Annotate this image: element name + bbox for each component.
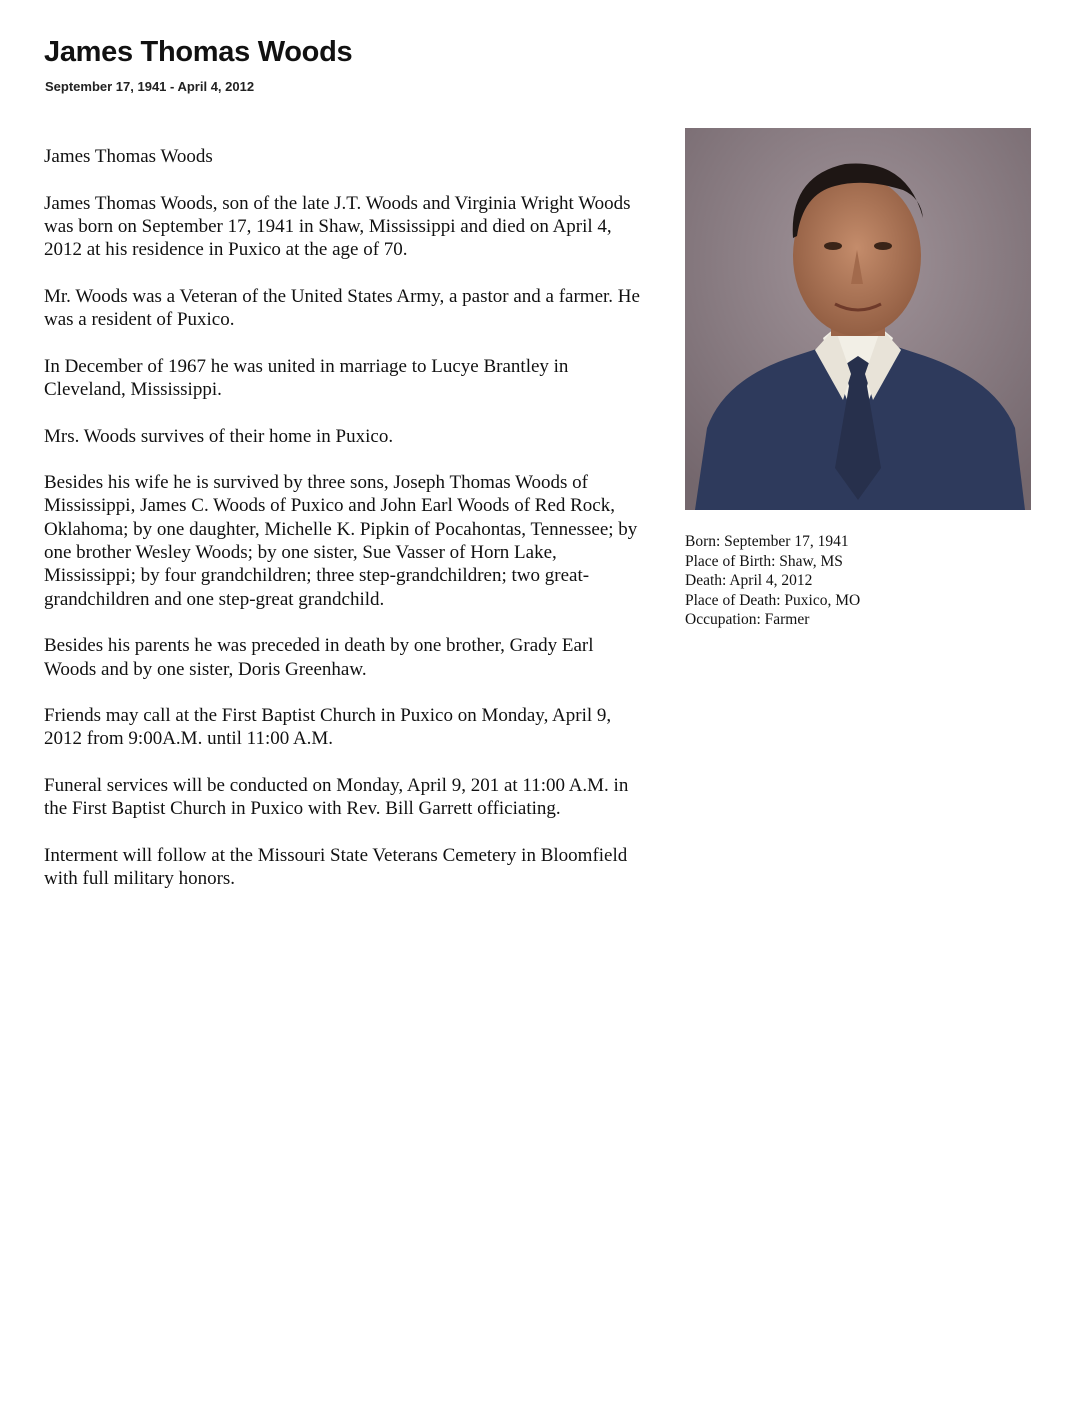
occupation-fact: Occupation: Farmer [685, 611, 810, 629]
obituary-heading-line: James Thomas Woods [44, 146, 213, 167]
born-fact: Born: September 17, 1941 [685, 533, 849, 550]
place-of-death-fact: Place of Death: Puxico, MO [685, 591, 861, 609]
portrait-photo [685, 128, 1031, 510]
obituary-paragraph: Mrs. Woods survives of their home in Puxico. [44, 425, 394, 447]
place-of-birth-fact: Place of Birth: Shaw, MS [685, 552, 843, 570]
obituary-paragraph: Besides his parents he was preceded in death by one brother, Grady Earl Woods and by one sister, Doris Greenhaw. [44, 635, 594, 680]
obituary-paragraph: Friends may call at the First Baptist Church in Puxico on Monday, April 9, 2012 from 9:00A.M. until 11:00 A.M. [44, 705, 612, 750]
obituary-paragraph: Besides his wife he is survived by three sons, Joseph Thomas Woods of Mississippi, James C. Woods of Puxico and John Earl Woods of Red Rock, Oklahoma; by one daughter, Michelle K. Pipkin of Pocahontas, Tennessee; by one brother Wesley Woods; by one sister, Sue Vasser of Horn Lake, Mississippi; by four grandchildren; three step-grandchildren; two great-grandchildren and one step-great grandchild. [44, 472, 638, 610]
obituary-paragraph: Interment will follow at the Missouri State Veterans Cemetery in Bloomfield with full military honors. [44, 844, 628, 890]
death-fact: Death: April 4, 2012 [685, 572, 813, 590]
obituary-title: James Thomas Woods [44, 36, 353, 68]
vital-facts [685, 532, 860, 630]
obituary-paragraph: James Thomas Woods, son of the late J.T. Woods and Virginia Wright Woods was born on September 17, 1941 in Shaw, Mississippi and died on April 4, 2012 at his residence in Puxico at the age of 70. [44, 192, 631, 261]
obituary-paragraph: Funeral services will be conducted on Monday, April 9, 201 at 11:00 A.M. in the First Baptist Church in Puxico with Rev. Bill Garrett officiating. [44, 775, 629, 820]
obituary-paragraph: Mr. Woods was a Veteran of the United States Army, a pastor and a farmer. He was a resident of Puxico. [44, 285, 640, 331]
life-dates: September 17, 1941 - April 4, 2012 [45, 79, 255, 94]
obituary-body [44, 145, 644, 914]
obituary-paragraph: In December of 1967 he was united in marriage to Lucye Brantley in Cleveland, Mississippi. [44, 355, 569, 400]
